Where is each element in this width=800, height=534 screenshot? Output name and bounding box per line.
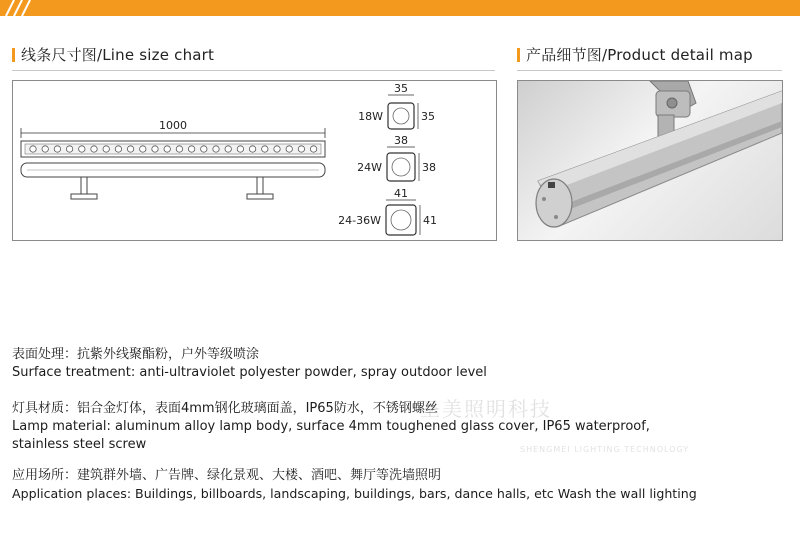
led-dot	[127, 146, 133, 152]
section-24w-power: 24W	[357, 161, 382, 174]
section-24-36w-width: 41	[394, 187, 408, 200]
led-dot	[274, 146, 280, 152]
led-dot	[298, 146, 304, 152]
line-size-chart-title	[12, 44, 214, 65]
divider-left	[12, 70, 495, 71]
led-dot	[262, 146, 268, 152]
led-dot	[225, 146, 231, 152]
led-dot	[237, 146, 243, 152]
led-dot	[66, 146, 72, 152]
product-illustration	[518, 81, 782, 240]
spec-application-places-cn: 应用场所：建筑群外墙、广告牌、绿化景观、大楼、酒吧、舞厅等洗墙照明	[12, 468, 442, 483]
line-size-chart-title-text: 线条尺寸图/Line size chart	[21, 46, 215, 64]
section-24-36w-height: 41	[423, 214, 437, 227]
led-dot	[152, 146, 158, 152]
led-dot	[188, 146, 194, 152]
led-dot	[201, 146, 207, 152]
led-dot	[103, 146, 109, 152]
stripe-decoration	[0, 0, 40, 16]
spec-application-places	[12, 467, 697, 503]
cross-section-18w	[358, 82, 435, 129]
product-detail-photo	[517, 80, 783, 241]
watermark-logo-en: SHENGMEI LIGHTING TECHNOLOGY	[520, 445, 690, 454]
watermark-logo: 圣美照明科技	[420, 397, 552, 421]
led-dot	[286, 146, 292, 152]
cross-section-24w	[357, 134, 436, 181]
led-dot	[42, 146, 48, 152]
spec-lamp-material-en-2: stainless steel screw	[12, 437, 147, 452]
spec-surface-treatment-en: Surface treatment: anti-ultraviolet polyester powder, spray outdoor level	[12, 365, 487, 380]
length-label: 1000	[159, 119, 187, 132]
top-accent-bar	[0, 0, 800, 16]
line-size-drawing	[13, 81, 496, 240]
product-detail-title	[517, 44, 753, 65]
bracket-right	[257, 177, 263, 195]
line-size-chart-panel	[12, 80, 497, 241]
led-dot	[176, 146, 182, 152]
spec-lamp-material-cn: 灯具材质：铝合金灯体，表面4mm钢化玻璃面盖，IP65防水，不锈钢螺丝	[12, 401, 438, 416]
led-dot	[79, 146, 85, 152]
spec-lamp-material-en: Lamp material: aluminum alloy lamp body, surface 4mm toughened glass cover, IP65 waterproof,	[12, 419, 650, 434]
spec-lamp-material	[12, 400, 650, 454]
led-dot	[249, 146, 255, 152]
title-marker	[12, 48, 15, 62]
spec-surface-treatment-cn: 表面处理：抗紫外线聚酯粉，户外等级喷涂	[12, 347, 260, 362]
led-dot	[91, 146, 97, 152]
led-dot	[310, 146, 316, 152]
led-dot	[213, 146, 219, 152]
section-24-36w-power: 24-36W	[338, 214, 381, 227]
led-dot	[115, 146, 121, 152]
section-18w-width: 35	[394, 82, 408, 95]
section-18w-power: 18W	[358, 110, 383, 123]
spec-application-places-en: Application places: Buildings, billboards, landscaping, buildings, bars, dance halls, etc Wash the wall lighting	[12, 486, 697, 501]
title-marker	[517, 48, 520, 62]
led-dot	[30, 146, 36, 152]
bracket-left	[81, 177, 87, 195]
cross-section-24-36w	[338, 187, 437, 235]
section-18w-height: 35	[421, 110, 435, 123]
led-dot	[164, 146, 170, 152]
section-24w-width: 38	[394, 134, 408, 147]
spec-surface-treatment	[12, 346, 487, 382]
product-detail-title-text: 产品细节图/Product detail map	[526, 46, 753, 64]
divider-right	[517, 70, 782, 71]
section-24w-height: 38	[422, 161, 436, 174]
led-dot	[140, 146, 146, 152]
led-dot	[54, 146, 60, 152]
